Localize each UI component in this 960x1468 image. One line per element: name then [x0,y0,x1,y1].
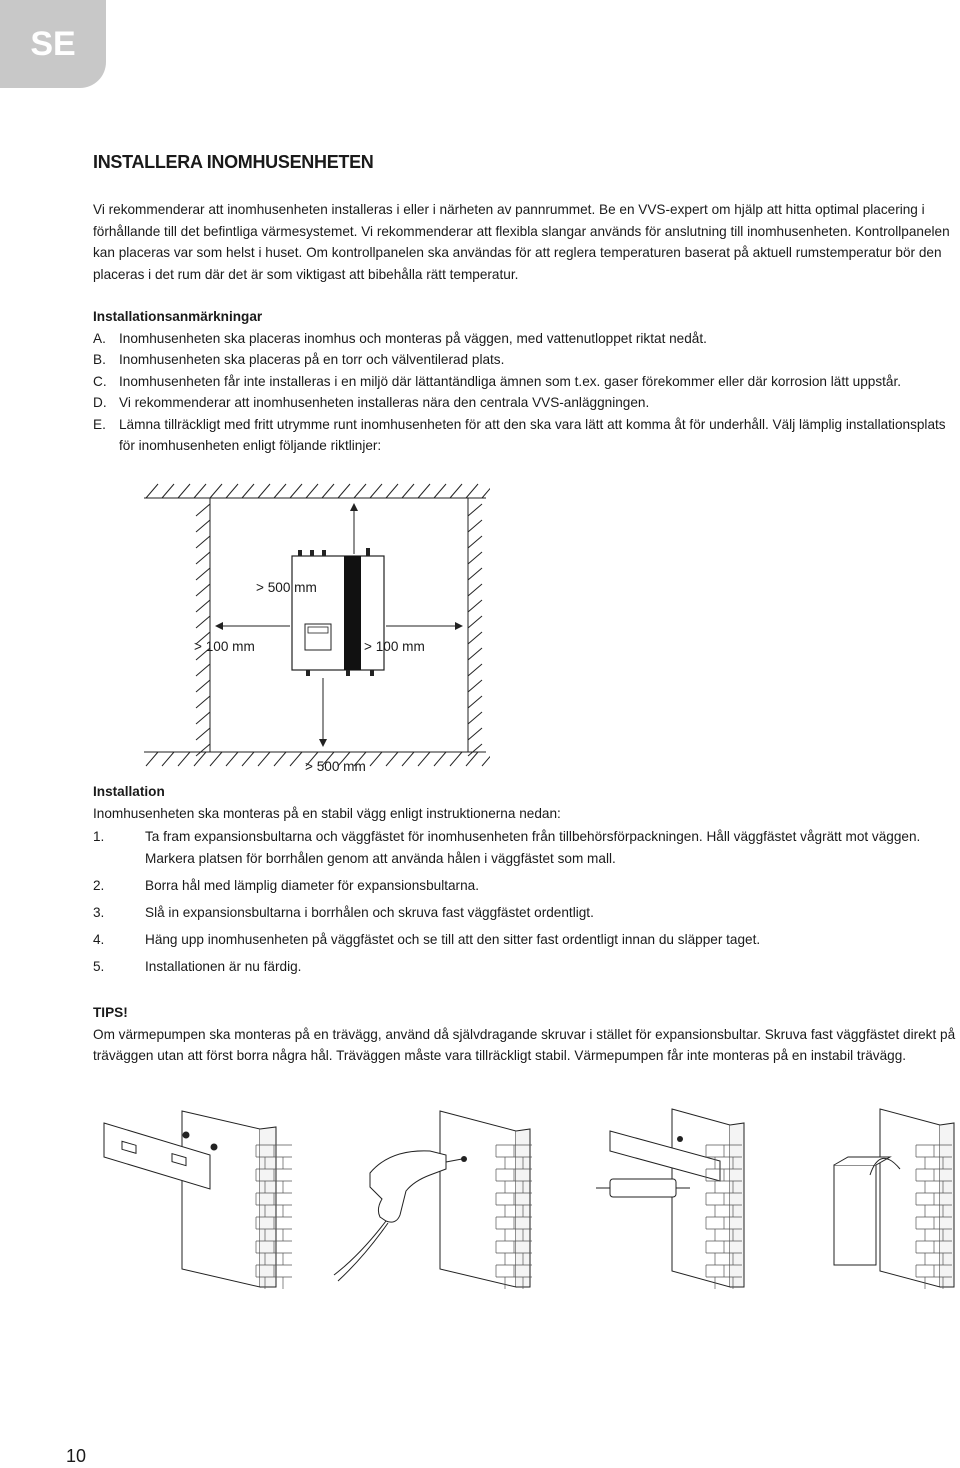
note-text: Inomhusenheten får inte installeras i en miljö där lättantändliga ämnen som t.ex. gaser förekommer eller där korrosion lätt uppstår. [119,373,902,389]
step-text: Häng upp inomhusenheten på väggfästet och se till att den sitter fast ordentligt innan du släpper taget. [145,931,761,947]
step-number: 4. [93,931,105,947]
indoor-unit [292,548,384,676]
dim-top: > 500 mm [256,580,317,595]
note-text: Lämna tillräckligt med fritt utrymme runt inomhusenheten för att den ska vara lätt att komma åt för underhåll. Välj lämplig installationsplats för inomhusenheten enligt följande riktlinjer: [119,416,946,453]
dim-right: > 100 mm [364,639,425,654]
step-text: Installationen är nu färdig. [145,958,302,974]
clearance-drawing [140,478,490,778]
page-title: INSTALLERA INOMHUSENHETEN [93,152,374,172]
step-text: Ta fram expansionsbultarna och väggfästet för inomhusenheten från tillbehörsförpackningen. Håll väggfästet vågrätt mot väggen. Markera platsen för borrhålen genom att använda hålen i väggfästet som mall. [145,829,921,866]
tips-heading: TIPS! [93,1005,128,1020]
step-item [93,826,953,869]
hang-unit-illustration [800,1105,960,1295]
note-item [93,392,953,414]
step-text: Slå in expansionsbultarna i borrhålen och skruva fast väggfästet ordentligt. [145,904,594,920]
step-number: 5. [93,958,105,974]
step-item [93,956,953,978]
installation-intro: Inomhusenheten ska monteras på en stabil vägg enligt instruktionerna nedan: [93,805,561,821]
note-letter: E. [93,416,106,432]
step-item [93,929,953,951]
dim-bottom: > 500 mm [305,759,366,774]
notes-heading: Installationsanmärkningar [93,309,263,324]
step-number: 3. [93,904,105,920]
clearance-diagram [140,478,490,778]
step-number: 2. [93,877,105,893]
dim-left: > 100 mm [194,639,255,654]
installation-heading: Installation [93,784,165,799]
note-text: Inomhusenheten ska placeras på en torr och välventilerad plats. [119,352,505,367]
bracket-marking-illustration [100,1105,300,1295]
tips-section [93,1002,959,1067]
note-item [93,328,953,350]
note-text: Inomhusenheten ska placeras inomhus och monteras på väggen, med vattenutloppet riktat nedåt. [119,330,707,346]
note-letter: D. [93,395,107,410]
drilling-illustration [330,1105,540,1295]
step-item [93,875,953,897]
note-letter: C. [93,373,107,389]
step-text: Borra hål med lämplig diameter för expansionsbultarna. [145,877,479,893]
language-tab: SE [0,0,106,88]
note-letter: B. [93,352,106,367]
note-item [93,371,953,393]
note-letter: A. [93,330,106,346]
installation-section [93,781,953,983]
page-number: 10 [66,1446,87,1466]
note-item [93,414,953,457]
note-item [93,349,953,371]
installation-notes [93,306,953,457]
bolt-mounting-illustration [590,1105,750,1295]
note-text: Vi rekommenderar att inomhusenheten installeras nära den centrala VVS-anläggningen. [119,395,650,410]
step-item [93,902,953,924]
tips-text: Om värmepumpen ska monteras på en trävägg, använd då självdragande skruvar i stället för expansionsbultar. Skruva fast väggfästet direkt på träväggen utan att först borra några hål. Träväggen måste vara tillräckligt stabil. Värmepumpen får inte monteras på en instabil trävägg. [93,1026,956,1063]
step-number: 1. [93,829,105,844]
intro-paragraph: Vi rekommenderar att inomhusenheten installeras i eller i närheten av pannrummet. Be en VVS-expert om hjälp att hitta optimal placering i förhållande till det befintliga värmesystemet. Vi rekommenderar att flexibla slangar används för anslutning till inomhusenheten. Kontrollpanelen kan placeras var som helst i huset. Om kontrollpanelen ska användas för att reglera temperaturen baserat på aktuell rumstemperatur bör den placeras i det rum där det är som viktigast att bibehålla rätt temperatur. [93,202,950,282]
